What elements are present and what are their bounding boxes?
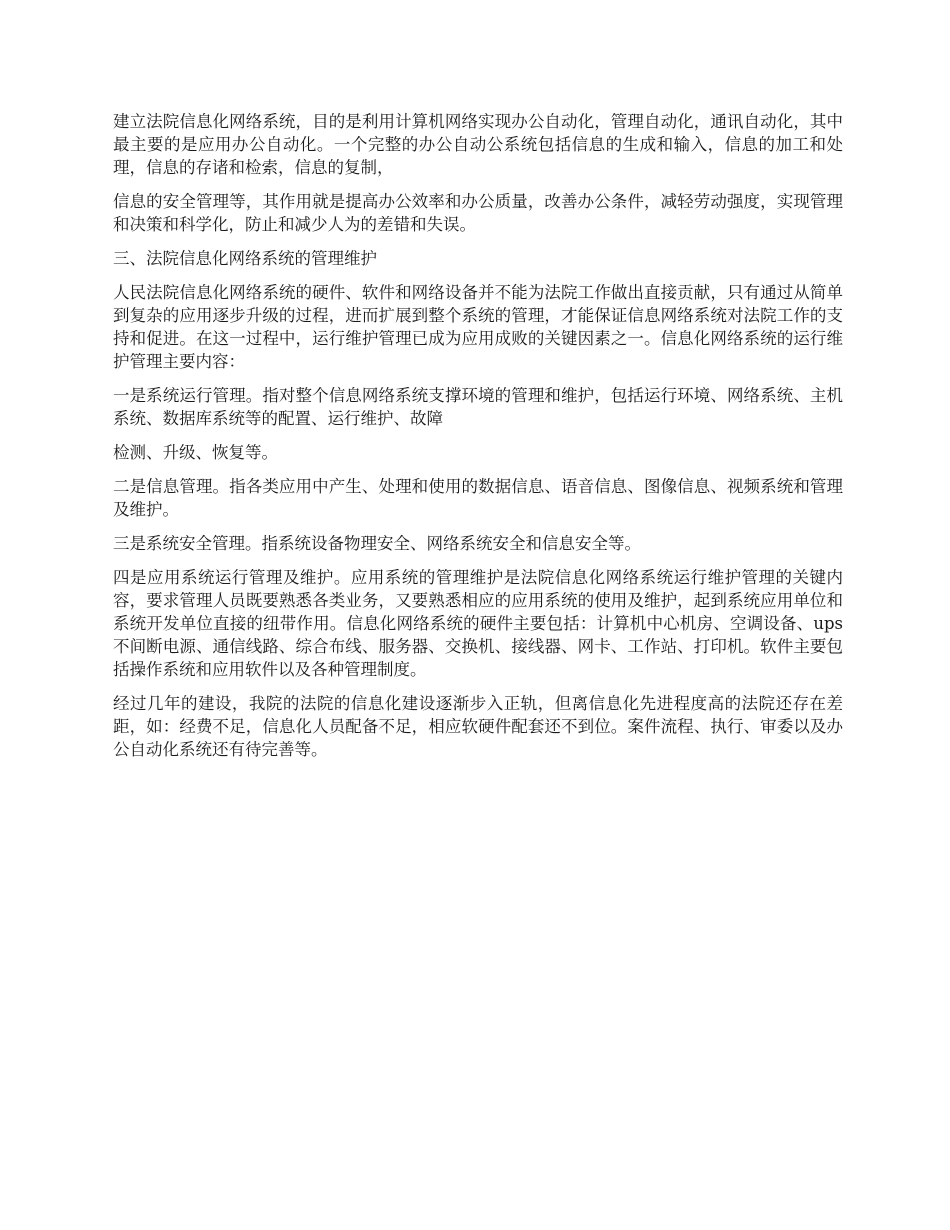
paragraph-item-one: 一是系统运行管理。指对整个信息网络系统支撑环境的管理和维护，包括运行环境、网络系统、主机系统、数据库系统等的配置、运行维护、故障 <box>113 386 843 428</box>
paragraph-security: 信息的安全管理等，其作用就是提高办公效率和办公质量，改善办公条件，减轻劳动强度，实现管理和决策和科学化，防止和减少人为的差错和失误。 <box>113 192 843 234</box>
paragraph-item-one-continued: 检测、升级、恢复等。 <box>113 443 278 462</box>
document-body <box>113 110 843 772</box>
paragraph-item-two: 二是信息管理。指各类应用中产生、处理和使用的数据信息、语音信息、图像信息、视频系统和管理及维护。 <box>113 477 843 519</box>
paragraph-item-three: 三是系统安全管理。指系统设备物理安全、网络系统安全和信息安全等。 <box>113 534 641 553</box>
section-heading: 三、法院信息化网络系统的管理维护 <box>113 249 377 268</box>
paragraph-item-four: 四是应用系统运行管理及维护。应用系统的管理维护是法院信息化网络系统运行维护管理的关键内容，要求管理人员既要熟悉各类业务，又要熟悉相应的应用系统的使用及维护，起到系统应用单位和系统开发单位直接的纽带作用。信息化网络系统的硬件主要包括：计算机中心机房、空调设备、ups不间断电源、通信线路、综合布线、服务器、交换机、接线器、网卡、工作站、打印机。软件主要包括操作系统和应用软件以及各种管理制度。 <box>113 568 843 679</box>
paragraph-conclusion: 经过几年的建设，我院的法院的信息化建设逐渐步入正轨，但离信息化先进程度高的法院还存在差距，如：经费不足，信息化人员配备不足，相应软硬件配套还不到位。案件流程、执行、审委以及办公自动化系统还有待完善等。 <box>113 694 843 759</box>
paragraph-intro: 建立法院信息化网络系统，目的是利用计算机网络实现办公自动化，管理自动化，通讯自动化，其中最主要的是应用办公自动化。一个完整的办公自动公系统包括信息的生成和输入，信息的加工和处理，信息的存诸和检索，信息的复制， <box>113 112 843 177</box>
paragraph-maintenance: 人民法院信息化网络系统的硬件、软件和网络设备并不能为法院工作做出直接贡献，只有通过从简单到复杂的应用逐步升级的过程，进而扩展到整个系统的管理，才能保证信息网络系统对法院工作的支持和促进。在这一过程中，运行维护管理已成为应用成败的关键因素之一。信息化网络系统的运行维护管理主要内容： <box>113 283 843 371</box>
